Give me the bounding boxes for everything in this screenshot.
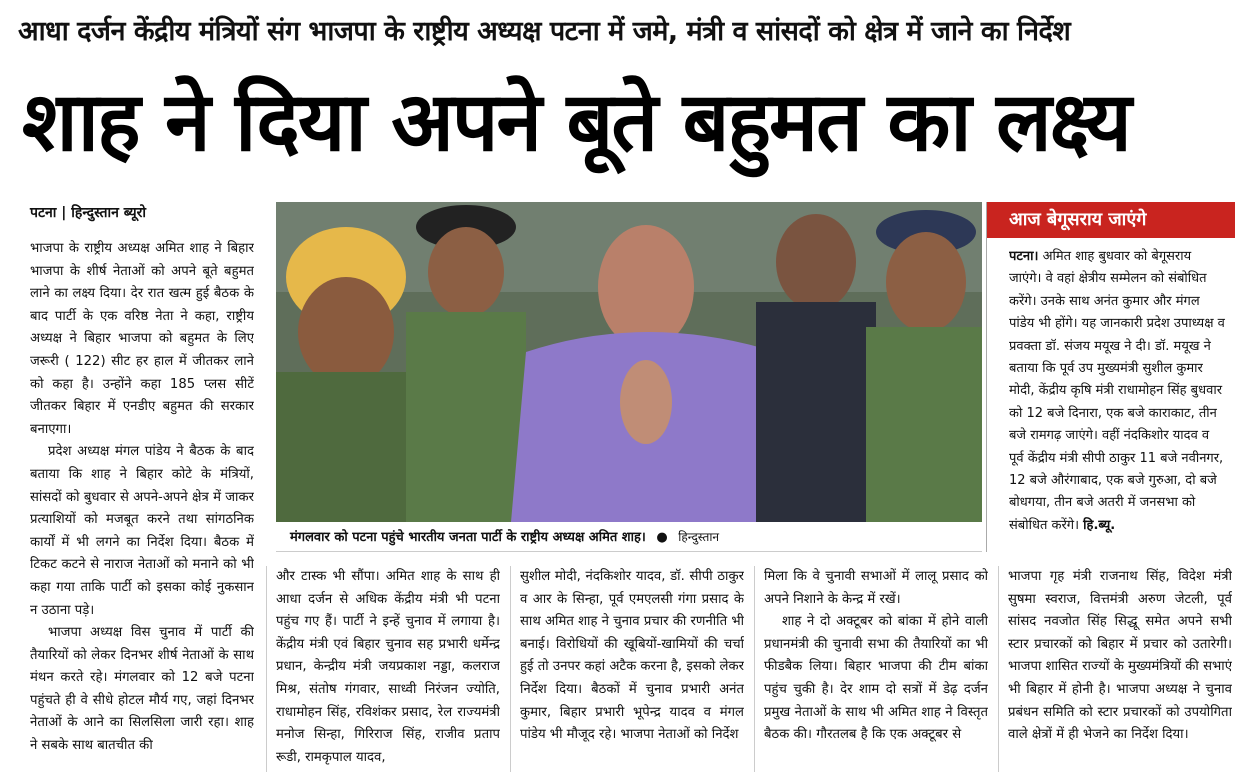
paragraph: भाजपा अध्यक्ष विस चुनाव में पार्टी की तैयारियों को लेकर दिनभर शीर्ष नेताओं के साथ मंथन करते रहे। मंगलवार को 12 बजे पटना पहुंचते ही वे सीधे होटल मौर्य गए, जहां दिनभर नेताओं के आने का सिलसिला जारी रहा। शाह ने सबके साथ बातचीत की [30,625,254,754]
column-divider [754,566,755,772]
paragraph: प्रदेश अध्यक्ष मंगल पांडेय ने बैठक के बाद बताया कि शाह ने बिहार कोटे के मंत्रियों, सांसदों को बुधवार से अपने-अपने क्षेत्र में जाकर प्रत्याशियों को मजबूत करने तथा सांगठनिक कार्यों में भी लगने का निर्देश दिया। बैठक में टिकट कटने से नाराज नेताओं को मनाने को भी कहा गया ताकि पार्टी को इसका कोई नुकसान न उठाना पड़े। [30,444,254,618]
paragraph: सुशील मोदी, नंदकिशोर यादव, डॉ. सीपी ठाकुर व आर के सिन्हा, पूर्व एमएलसी गंगा प्रसाद के साथ अमित शाह ने चुनाव प्रचार की रणनीति भी बनाई। विरोधियों की खूबियों-खामियों की चर्चा हुई तो उनपर कहां अटैक करना है, इसको लेकर निर्देश दिया। बैठकों में चुनाव प्रभारी अनंत कुमार, बिहार प्रभारी भूपेन्द्र यादव व मंगल पांडेय भी मौजूद रहे। भाजपा नेताओं को निर्देश [520,569,744,743]
caption-text: मंगलवार को पटना पहुंचे भारतीय जनता पार्टी के राष्ट्रीय अध्यक्ष अमित शाह। [290,530,646,545]
paragraph: मिला कि वे चुनावी सभाओं में लालू प्रसाद को अपने निशाने के केन्द्र में रखें। [764,569,988,607]
sidebar-text: अमित शाह बुधवार को बेगूसराय जाएंगे। वे वहां क्षेत्रीय सम्मेलन को संबोधित करेंगे। उनके साथ अनंत कुमार और मंगल पांडेय भी होंगे। यह जानकारी प्रदेश उपाध्यक्ष व प्रवक्ता डॉ. संजय मयूख ने दी। डॉ. मयूख ने बताया कि पूर्व उप मुख्यमंत्री सुशील कुमार मोदी, केंद्रीय कृषि मंत्री राधामोहन सिंह बुधवार को 12 बजे दिनारा, एक बजे काराकाट, तीन बजे रामगढ़ जाएंगे। वहीं नंदकिशोर यादव व पूर्व केंद्रीय मंत्री सीपी ठाकुर 11 बजे नवीनगर, 12 बजे औरंगाबाद, एक बजे गुरुआ, दो बजे बोधगया, तीन बजे अतरी में जनसभा को संबोधित करेंगे। [1009,249,1225,533]
column-divider [510,566,511,772]
paragraph: भाजपा के राष्ट्रीय अध्यक्ष अमित शाह ने बिहार भाजपा के शीर्ष नेताओं को अपने बूते बहुमत लाने का लक्ष्य दिया। देर रात खत्म हुई बैठक के बाद पार्टी के एक वरिष्ठ नेता ने कहा, राष्ट्रीय अध्यक्ष ने बिहार भाजपा को बहुमत के लिए जरूरी ( 122) सीट हर हाल में जीतकर लाने को कहा है। उन्होंने कहा 185 प्लस सीटें जीतकर बिहार में एनडीए बहुमत की सरकार बनाएगा। [30,241,254,437]
byline: पटना | हिन्दुस्तान ब्यूरो [30,205,146,221]
sidebar-signoff: हि.ब्यू. [1083,517,1116,533]
sidebar-dateline: पटना। [1009,249,1039,264]
column-divider [998,566,999,772]
column-divider [266,566,267,772]
paragraph: और टास्क भी सौंपा। अमित शाह के साथ ही आधा दर्जन से अधिक केंद्रीय मंत्री भी पटना पहुंच गए हैं। पार्टी ने इन्हें चुनाव में लगाया है। केंद्रीय मंत्री एवं बिहार चुनाव सह प्रभारी धर्मेन्द्र प्रधान, केन्द्रीय मंत्री जयप्रकाश नड्डा, कलराज मिश्र, संतोष गंगवार, साध्वी निरंजन ज्योति, राधामोहन सिंह, रविशंकर प्रसाद, रेल राज्यमंत्री मनोज सिन्हा, गिरिराज सिंह, राजीव प्रताप रूडी, रामकृपाल यादव, [276,569,500,765]
article-column-1 [30,238,254,768]
sidebar-title: आज बेगूसराय जाएंगे [987,202,1235,238]
article-column-5 [1008,566,1232,771]
sidebar-body [1009,246,1227,546]
main-headline: शाह ने दिया अपने बूते बहुमत का लक्ष्य [22,75,1130,170]
article-column-4 [764,566,988,771]
photo-credit: हिन्दुस्तान [678,530,720,544]
paragraph: भाजपा गृह मंत्री राजनाथ सिंह, विदेश मंत्री सुषमा स्वराज, वित्तमंत्री अरुण जेटली, पूर्व सांसद नवजोत सिंह सिद्धू समेत अपने सभी स्टार प्रचारकों को बिहार में प्रचार को उतारेगी। भाजपा शासित राज्यों के मुख्यमंत्रियों की सभाएं भी बिहार में होनी है। भाजपा अध्यक्ष ने चुनाव प्रबंधन समिति को स्टार प्रचारकों को उपयोगिता वाले क्षेत्रों में ही भेजने का निर्देश दिया। [1008,569,1232,743]
article-column-2 [276,566,500,771]
paragraph: शाह ने दो अक्टूबर को बांका में होने वाली प्रधानमंत्री की चुनावी सभा की तैयारियों का भी फीडबैक लिया। बिहार भाजपा की टीम बांका पहुंच चुकी है। देर शाम दो सत्रों में डेढ़ दर्जन प्रमुख नेताओं के साथ भी अमित शाह ने विस्तृत बैठक की। गौरतलब है कि एक अक्टूबर से [764,614,988,743]
article-column-3 [520,566,744,771]
credit-bullet-icon: ● [656,530,668,545]
kicker-headline: आधा दर्जन केंद्रीय मंत्रियों संग भाजपा के राष्ट्रीय अध्यक्ष पटना में जमे, मंत्री व सांसदों को क्षेत्र में जाने का निर्देश [18,16,1071,47]
news-photo [276,202,982,522]
photo-caption [276,522,982,552]
photo-illustration [276,202,982,522]
sidebar-box [986,202,1235,552]
